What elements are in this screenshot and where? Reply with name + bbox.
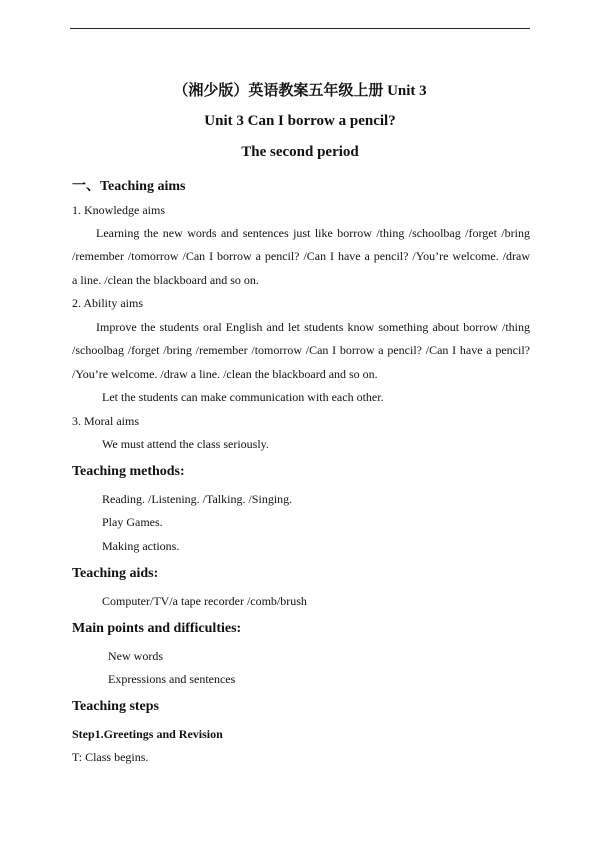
ability-aims-line: Improve the students oral English and let students know something about borrow /thing (96, 320, 530, 334)
teaching-methods-heading: Teaching methods: (72, 464, 185, 479)
moral-aims-label: 3. Moral aims (72, 414, 139, 428)
teaching-aims-heading: 一、Teaching aims (72, 179, 186, 194)
teaching-method-item: Making actions. (102, 539, 180, 553)
ability-aims-line: /You’re welcome. /draw a line. /clean the blackboard and so on. (72, 367, 378, 381)
ability-aims-label: 2. Ability aims (72, 296, 144, 310)
main-point-item: New words (108, 649, 163, 663)
period-title: The second period (241, 144, 359, 160)
header-rule (70, 28, 530, 29)
teaching-method-item: Reading. /Listening. /Talking. /Singing. (102, 492, 293, 506)
moral-aims-text: We must attend the class seriously. (102, 437, 269, 451)
main-point-item: Expressions and sentences (108, 672, 236, 686)
knowledge-aims-line: /remember /tomorrow /Can I borrow a pencil? /Can I have a pencil? /You’re welcome. /draw (72, 249, 530, 263)
teaching-aids-text: Computer/TV/a tape recorder /comb/brush (102, 594, 307, 608)
ability-aims-extra: Let the students can make communication with each other. (102, 390, 384, 404)
unit-title: Unit 3 Can I borrow a pencil? (204, 113, 396, 129)
main-points-heading: Main points and difficulties: (72, 621, 242, 636)
knowledge-aims-label: 1. Knowledge aims (72, 203, 165, 217)
knowledge-aims-line: a line. /clean the blackboard and so on. (72, 273, 259, 287)
teaching-method-item: Play Games. (102, 515, 163, 529)
document-title: （湘少版）英语教案五年级上册 Unit 3 (173, 83, 427, 99)
teaching-steps-heading: Teaching steps (72, 699, 160, 714)
step1-line: T: Class begins. (72, 750, 149, 764)
knowledge-aims-line: Learning the new words and sentences just like borrow /thing /schoolbag /forget /bring (96, 226, 530, 240)
teaching-aids-heading: Teaching aids: (72, 566, 159, 581)
ability-aims-line: /schoolbag /forget /bring /remember /tomorrow /Can I borrow a pencil? /Can I have a pencil? (72, 343, 530, 357)
step1-heading: Step1.Greetings and Revision (72, 727, 223, 741)
